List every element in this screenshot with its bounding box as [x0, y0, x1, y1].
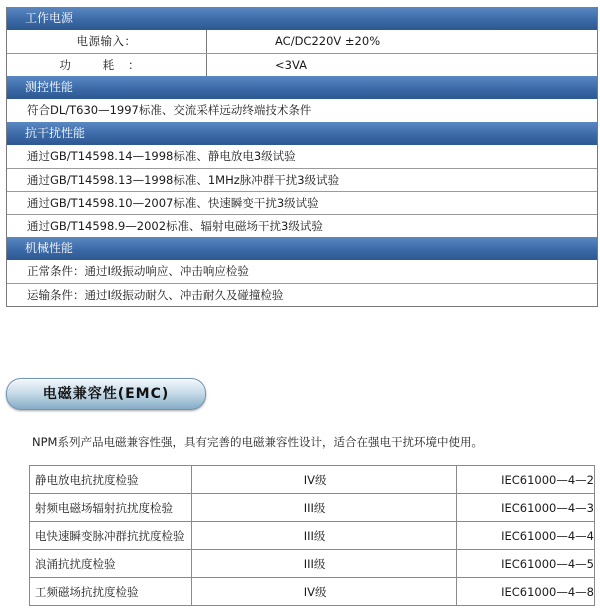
- spec-row: 通过GB/T14598.14—1998标准、静电放电3级试验: [27, 149, 296, 163]
- spec-row-power-consumption: [7, 53, 597, 76]
- emc-level: IV级: [191, 578, 456, 606]
- spec-row: 符合DL/T630—1997标准、交流采样远动终端技术条件: [27, 103, 312, 117]
- spec-label: 功 耗：: [7, 54, 207, 76]
- table-row: [30, 522, 595, 550]
- emc-test-name: 静电放电抗扰度检验: [30, 466, 192, 494]
- table-row: [30, 466, 595, 494]
- table-row: [30, 550, 595, 578]
- spec-row: 通过GB/T14598.9—2002标准、辐射电磁场干扰3级试验: [7, 214, 597, 237]
- emc-standard: IEC61000—4—8: [457, 578, 595, 606]
- emc-title-badge: [6, 378, 206, 410]
- section-header-power: 工作电源: [7, 7, 597, 30]
- spec-row: 运输条件：通过I级振动耐久、冲击耐久及碰撞检验: [7, 283, 597, 306]
- emc-test-name: 射频电磁场辐射抗扰度检验: [30, 494, 192, 522]
- spec-label: 电源输入：: [7, 30, 207, 53]
- emc-level: IV级: [191, 466, 456, 494]
- spec-table: [6, 7, 598, 307]
- spec-row: 通过GB/T14598.13—1998标准、1MHz脉冲群干扰3级试验: [7, 168, 597, 191]
- spec-row-power-input: [7, 30, 597, 53]
- emc-level: III级: [191, 494, 456, 522]
- section-header-measure: 测控性能: [7, 76, 597, 99]
- emc-title: 电磁兼容性(EMC): [42, 386, 170, 402]
- emc-standard: IEC61000—4—4: [457, 522, 595, 550]
- emc-test-name: 电快速瞬变脉冲群抗扰度检验: [30, 522, 192, 550]
- emc-standard: IEC61000—4—3: [457, 494, 595, 522]
- spec-row: 通过GB/T14598.10—2007标准、快速瞬变干扰3级试验: [7, 191, 597, 214]
- emc-standard: IEC61000—4—5: [457, 550, 595, 578]
- table-row: [30, 578, 595, 606]
- spec-row: 正常条件：通过I级振动响应、冲击响应检验: [27, 264, 249, 278]
- emc-test-name: 工频磁场抗扰度检验: [30, 578, 192, 606]
- section-header-interference: 抗干扰性能: [7, 122, 597, 145]
- emc-intro: NPM系列产品电磁兼容性强，具有完善的电磁兼容性设计，适合在强电干扰环境中使用。: [32, 435, 483, 449]
- spec-value: AC/DC220V ±20%: [275, 34, 381, 48]
- table-row: [30, 494, 595, 522]
- emc-standard: IEC61000—4—2: [457, 466, 595, 494]
- emc-test-name: 浪涌抗扰度检验: [30, 550, 192, 578]
- spec-value: <3VA: [275, 58, 307, 72]
- section-header-mechanical: 机械性能: [7, 237, 597, 260]
- emc-level: III级: [191, 550, 456, 578]
- emc-table: [29, 465, 595, 606]
- emc-level: III级: [191, 522, 456, 550]
